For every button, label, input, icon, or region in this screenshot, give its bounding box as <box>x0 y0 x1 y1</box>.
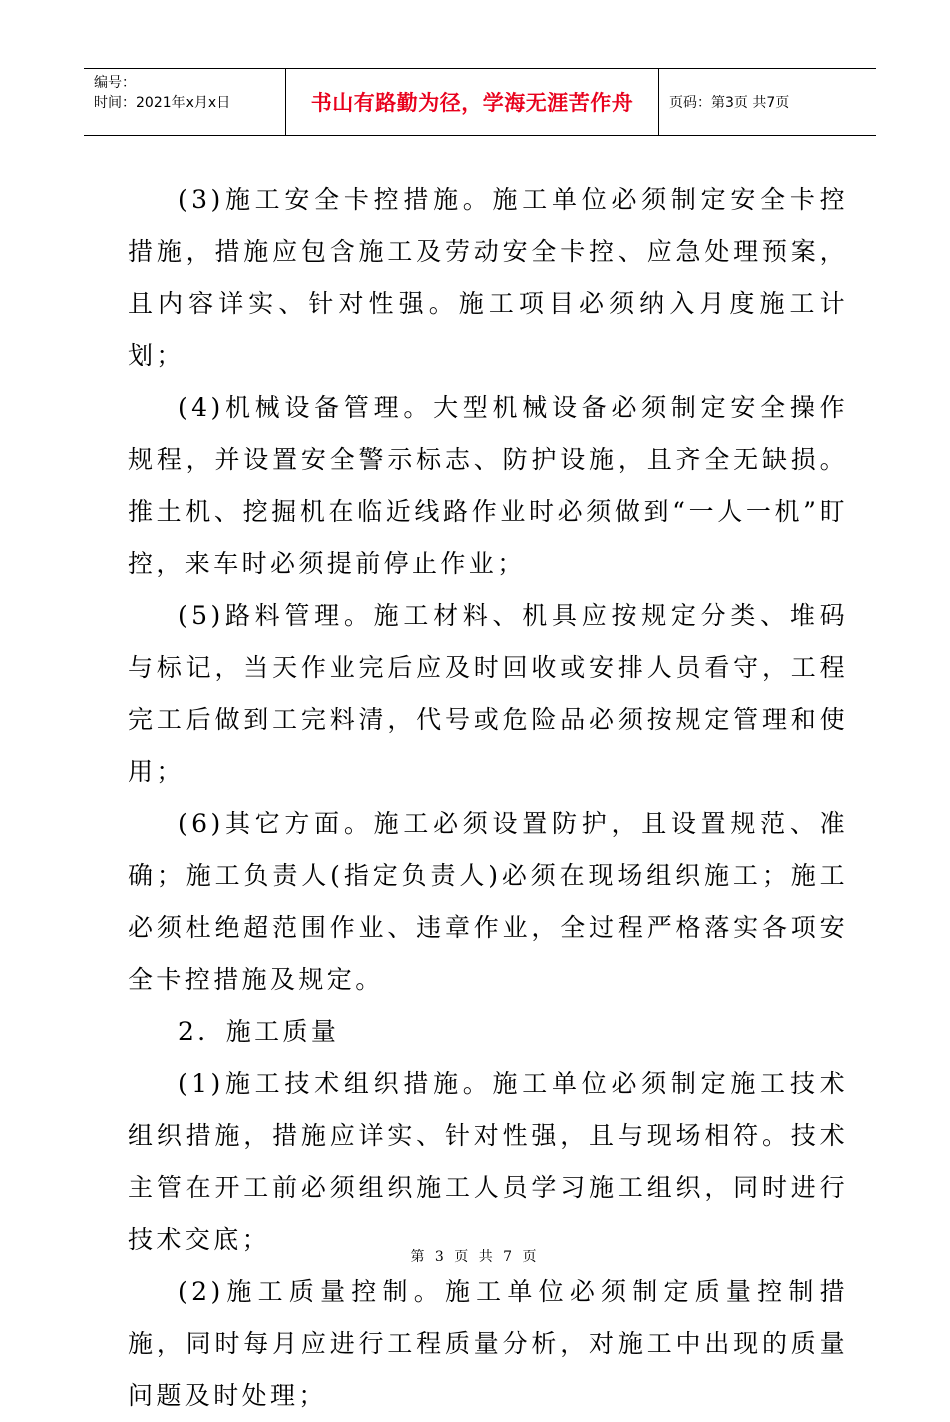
paragraph: (5)路料管理。施工材料、机具应按规定分类、堆码与标记，当天作业完后应及时回收或安排人员看守，工程完工后做到工完料清，代号或危险品必须按规定管理和使用； <box>128 601 848 786</box>
header-motto: 书山有路勤为径，学海无涯苦作舟 <box>286 69 659 135</box>
header-meta-cell <box>84 69 286 135</box>
document-date-label: 时间：2021年x月x日 <box>94 95 231 111</box>
document-body <box>128 174 848 1422</box>
page-footer: 第 3 页 共 7 页 <box>410 1249 540 1265</box>
paragraph: (2)施工质量控制。施工单位必须制定质量控制措施，同时每月应进行工程质量分析，对施工中出现的质量问题及时处理； <box>128 1277 848 1410</box>
section-heading: 2．施工质量 <box>178 1017 340 1046</box>
document-code-label: 编号： <box>94 75 136 91</box>
paragraph: (4)机械设备管理。大型机械设备必须制定安全操作规程，并设置安全警示标志、防护设施，且齐全无缺损。推土机、挖掘机在临近线路作业时必须做到“一人一机”盯控，来车时必须提前停止作业； <box>128 393 848 578</box>
paragraph: (1)施工技术组织措施。施工单位必须制定施工技术组织措施，措施应详实、针对性强，且与现场相符。技术主管在开工前必须组织施工人员学习施工组织，同时进行技术交底； <box>128 1069 848 1254</box>
paragraph: (3)施工安全卡控措施。施工单位必须制定安全卡控措施，措施应包含施工及劳动安全卡控、应急处理预案，且内容详实、针对性强。施工项目必须纳入月度施工计划； <box>128 185 848 370</box>
paragraph: (6)其它方面。施工必须设置防护，且设置规范、准确；施工负责人(指定负责人)必须在现场组织施工；施工必须杜绝超范围作业、违章作业，全过程严格落实各项安全卡控措施及规定。 <box>128 809 848 994</box>
header-page-label: 页码：第3页 共7页 <box>669 95 790 111</box>
page-header <box>84 68 876 136</box>
